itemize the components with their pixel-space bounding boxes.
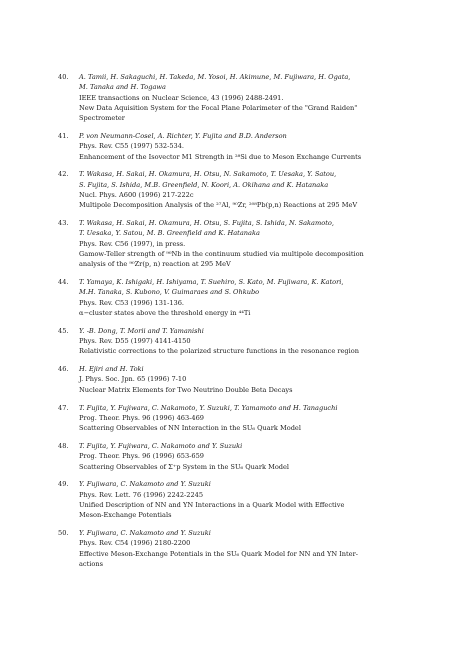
reference-text-line: Relativistic corrections to the polarized structure functions in the resonance region — [79, 347, 359, 356]
reference-text-line: IEEE transactions on Nuclear Science, 43 (1996) 2488-2491. — [79, 93, 284, 102]
reference-number: 46. — [58, 365, 69, 374]
reference-text-line: Phys. Rev. C55 (1997) 532-534. — [79, 142, 185, 151]
reference-number: 44. — [58, 278, 69, 287]
reference-text-line: Phys. Rev. C56 (1997), in press. — [79, 239, 186, 248]
reference-text-line: J. Phys. Soc. Jpn. 65 (1996) 7-10 — [79, 375, 187, 384]
reference-text-line: Nuclear Matrix Elements for Two Neutrino Double Beta Decays — [79, 385, 293, 394]
reference-authors-line: Y. -B. Dong, T. Morii and T. Yamanishi — [79, 326, 204, 335]
reference-authors-line: T. Fujita, Y. Fujiwara, C. Nakamoto, Y. Suzuki, T. Yamamoto and H. Tanaguchi — [79, 403, 338, 412]
reference-number: 41. — [58, 131, 69, 140]
reference-entry — [58, 479, 430, 520]
reference-text-line: Gamow-Teller strength of ⁹⁰Nb in the continuum studied via multipole decomposition — [79, 249, 364, 258]
reference-authors-line: T. Wakasa, H. Sakai, H. Okamura, H. Otsu, S. Fujita, S. Ishida, N. Sakamoto, — [79, 219, 334, 228]
reference-text-line: Unified Description of NN and YN Interactions in a Quark Model with Effective — [79, 500, 345, 509]
reference-entry — [58, 131, 430, 162]
reference-authors-line: P. von Neumann-Cosel, A. Richter, Y. Fujita and B.D. Anderson — [79, 131, 287, 140]
reference-text-line: Prog. Theor. Phys. 96 (1996) 653-659 — [79, 452, 204, 461]
reference-entry — [58, 403, 430, 434]
reference-authors-line: A. Tamii, H. Sakaguchi, H. Takeda, M. Yosoi, H. Akimune, M. Fujiwara, H. Ogata, — [79, 73, 351, 81]
reference-text-line: New Data Aquisition System for the Focal Plane Polarimeter of the "Grand Raiden" — [79, 103, 358, 112]
reference-entry — [58, 218, 430, 269]
reference-text-line: Scattering Observables of NN Interaction in the SU₆ Quark Model — [79, 424, 301, 433]
reference-authors-line: T. Yamaya, K. Ishigaki, H. Ishiyama, T. Suehiro, S. Kato, M. Fujiwara, K. Katori, — [79, 278, 344, 287]
reference-text-line: Enhancement of the Isovector M1 Strength in ²⁸Si due to Meson Exchange Currents — [79, 152, 362, 161]
reference-text-line: Prog. Theor. Phys. 96 (1996) 463-469 — [79, 413, 204, 422]
reference-text-line: actions — [79, 559, 103, 568]
reference-entry — [58, 277, 430, 318]
reference-number: 45. — [58, 326, 69, 335]
reference-number: 43. — [58, 219, 69, 228]
reference-text-line: Spectrometer — [79, 114, 125, 123]
reference-number: 48. — [58, 441, 69, 450]
reference-authors-line: S. Fujita, S. Ishida, M.B. Greenfield, N. Koori, A. Okihana and K. Hatanaka — [79, 180, 329, 189]
reference-authors-line: T. Fujita, Y. Fujiwara, C. Nakamoto and Y. Suzuki — [79, 441, 243, 450]
reference-text-line: Meson-Exchange Potentials — [79, 511, 172, 520]
reference-number: 50. — [58, 528, 69, 537]
reference-text-line: Phys. Rev. C54 (1996) 2180-2200 — [79, 539, 191, 548]
reference-authors-line: Y. Fujiwara, C. Nakamoto and Y. Suzuki — [79, 480, 211, 489]
reference-authors-line: H. Ejiri and H. Toki — [79, 365, 144, 374]
reference-number: 49. — [58, 480, 69, 489]
reference-authors-line: T. Wakasa, H. Sakai, H. Okamura, H. Otsu, N. Sakamoto, T. Uesaka, Y. Satou, — [79, 170, 337, 179]
reference-text-line: Scattering Observables of Σ⁺p System in the SU₆ Quark Model — [79, 462, 290, 471]
reference-authors-line: M. Tanaka and H. Togawa — [79, 83, 166, 92]
reference-authors-line: T. Uesaka, Y. Satou, M. B. Greenfield and K. Hatanaka — [79, 229, 260, 238]
reference-entry — [58, 528, 430, 569]
reference-text-line: analysis of the ⁹⁰Zr(p, n) reaction at 295 MeV — [79, 260, 231, 269]
reference-entry — [58, 326, 430, 357]
reference-text-line: Phys. Rev. D55 (1997) 4141-4150 — [79, 337, 191, 346]
reference-entry — [58, 72, 430, 123]
reference-text-line: α−cluster states above the threshold energy in ⁴⁴Ti — [79, 308, 251, 317]
reference-text-line: Multipole Decomposition Analysis of the ²⁷Al, ⁹⁰Zr, ²⁰⁸Pb(p,n) Reactions at 295 MeV — [79, 201, 358, 210]
reference-text-line: Nucl. Phys. A600 (1996) 217-222c — [79, 190, 194, 199]
reference-entry — [58, 441, 430, 472]
reference-authors-line: Y. Fujiwara, C. Nakamoto and Y. Suzuki — [79, 528, 211, 537]
reference-number: 40. — [58, 73, 69, 81]
reference-text-line: Phys. Rev. Lett. 76 (1996) 2242-2245 — [79, 490, 204, 499]
reference-text-line: Effective Meson-Exchange Potentials in the SU₆ Quark Model for NN and YN Inter- — [79, 549, 358, 558]
reference-number: 47. — [58, 403, 69, 412]
reference-list — [58, 72, 430, 577]
reference-text-line: Phys. Rev. C53 (1996) 131-136. — [79, 298, 185, 307]
reference-entry — [58, 169, 430, 210]
reference-authors-line: M.H. Tanaka, S. Kubono, V. Guimaraes and S. Ohkubo — [79, 288, 260, 297]
reference-entry — [58, 364, 430, 395]
reference-number: 42. — [58, 170, 69, 179]
